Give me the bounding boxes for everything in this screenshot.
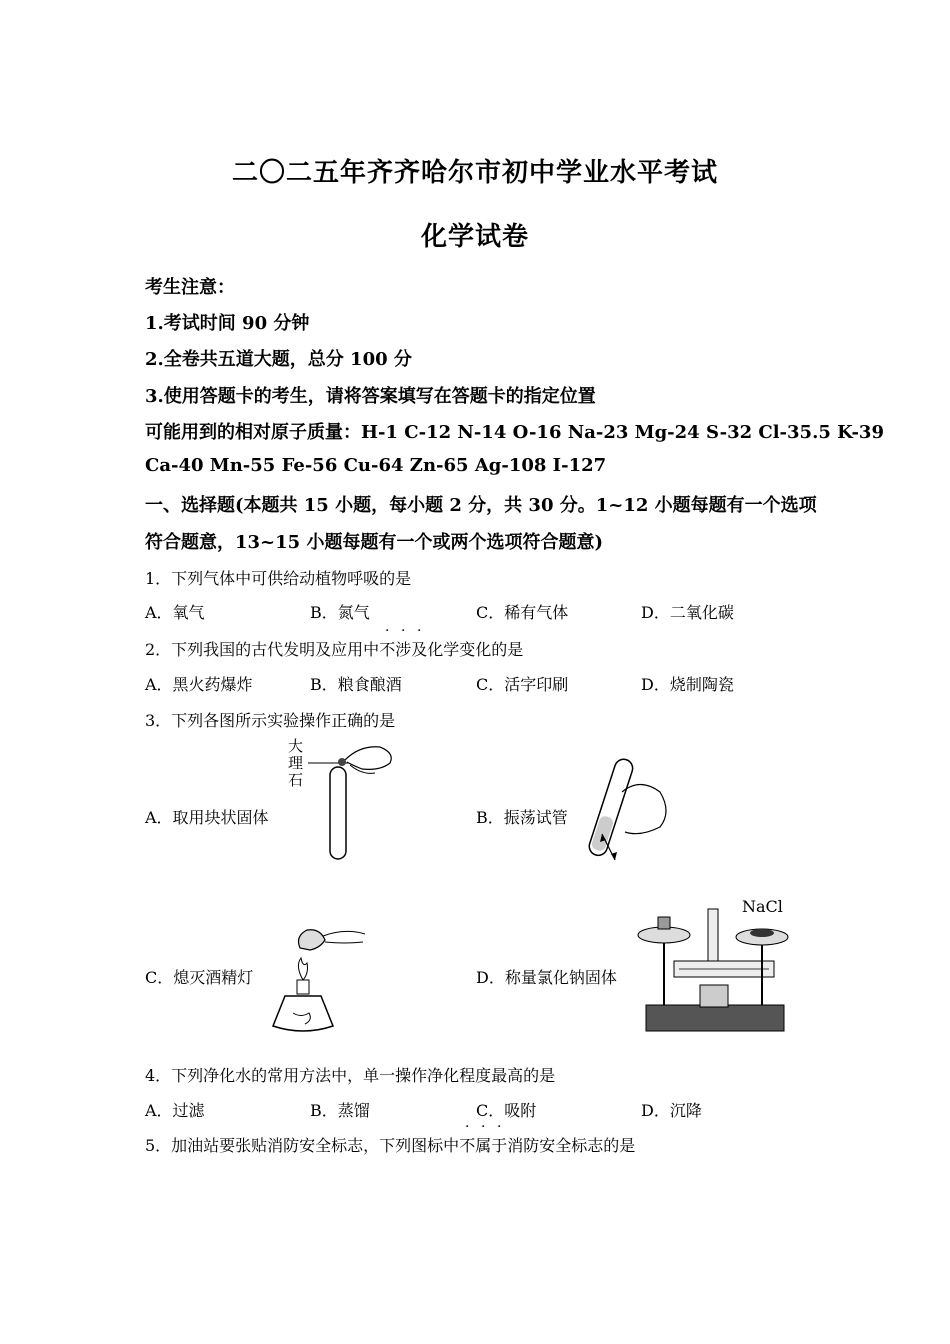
figure-label-marble: 大 理 石 [288, 737, 304, 789]
test-tube-figure [300, 735, 400, 870]
emphasis-char: 及 [411, 640, 428, 659]
shaking-tube-figure [580, 752, 675, 867]
balance-figure [634, 905, 794, 1037]
option: C．活字印刷 [476, 675, 569, 694]
exam-subtitle: 化学试卷 [420, 222, 529, 252]
option: C．熄灭酒精灯 [145, 968, 254, 987]
section-heading: 一、选择题(本题共 15 小题，每小题 2 分，共 30 分。1~12 小题每题有一个选项 [145, 495, 817, 516]
option: D．二氧化碳 [641, 603, 734, 622]
alcohol-lamp-figure [265, 918, 375, 1038]
atomic-mass-line: Ca-40 Mn-55 Fe-56 Cu-64 Zn-65 Ag-108 I-127 [145, 455, 607, 476]
question-stem: 5．加油站要张贴消防安全标志，下列图标中不属于消防安全标志的是 [145, 1133, 635, 1156]
option: D．称量氯化钠固体 [476, 968, 617, 987]
emphasis-char: 不 [459, 1136, 476, 1155]
option: C．吸附 [476, 1101, 537, 1120]
emphasis-char: 不 [379, 640, 396, 659]
notice-item: 3.使用答题卡的考生，请将答案填写在答题卡的指定位置 [145, 386, 596, 407]
option: D．沉降 [641, 1101, 702, 1120]
option: A．过滤 [145, 1101, 205, 1120]
emphasis-char: 涉 [395, 640, 412, 659]
figure-label-nacl: NaCl [742, 897, 783, 916]
option: C．稀有气体 [476, 603, 569, 622]
option: B．振荡试管 [476, 808, 568, 827]
question-stem: 4．下列净化水的常用方法中，单一操作净化程度最高的是 [145, 1066, 556, 1085]
notice-item: 2.全卷共五道大题，总分 100 分 [145, 349, 412, 370]
question-stem: 1．下列气体中可供给动植物呼吸的是 [145, 569, 412, 588]
emphasis-char: 属 [475, 1136, 492, 1155]
option: B．氮气 [310, 603, 370, 622]
question-stem: 2．下列我国的古代发明及应用中不涉及化学变化的是 [145, 637, 523, 660]
option: B．粮食酿酒 [310, 675, 402, 694]
atomic-mass-line: 可能用到的相对原子质量：H-1 C-12 N-14 O-16 Na-23 Mg-24 S-32 Cl-35.5 K-39 [145, 422, 884, 443]
option: A．取用块状固体 [145, 808, 269, 827]
option: D．烧制陶瓷 [641, 675, 734, 694]
option: A．氧气 [145, 603, 205, 622]
notice-heading: 考生注意： [145, 277, 235, 298]
emphasis-char: 于 [491, 1136, 508, 1155]
section-heading: 符合题意，13~15 小题每题有一个或两个选项符合题意) [145, 532, 603, 553]
option: A．黑火药爆炸 [145, 675, 253, 694]
question-stem: 3．下列各图所示实验操作正确的是 [145, 711, 396, 730]
option: B．蒸馏 [310, 1101, 370, 1120]
notice-item: 1.考试时间 90 分钟 [145, 313, 310, 334]
exam-title: 二〇二五年齐齐哈尔市初中学业水平考试 [231, 158, 718, 188]
